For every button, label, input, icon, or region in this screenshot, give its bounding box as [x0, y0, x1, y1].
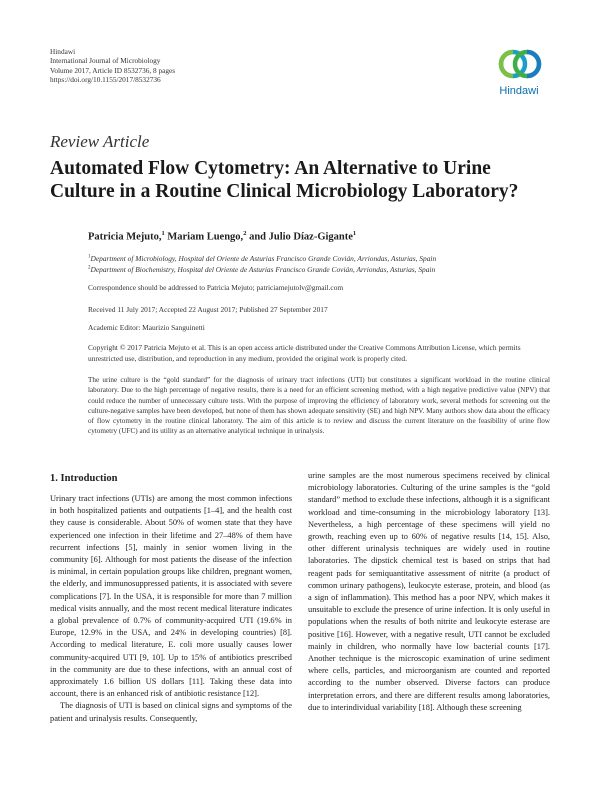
publisher-name: Hindawi [50, 47, 76, 56]
academic-editor: Academic Editor: Maurizio Sanguinetti [88, 323, 205, 332]
author-list [88, 230, 356, 243]
affiliation-mark: 1 [88, 254, 91, 260]
author-affil-mark: 2 [243, 230, 247, 237]
abstract: The urine culture is the “gold standard” for the diagnosis of urinary tract infections (UTI) but constitutes a significant workload in the routine clinical laboratory. Due to the high percentage of negative results, there is a need for an efficient screening method, with a high negative predictive value (NPV) that could reduce the number of unnecessary culture tests. With the purpose of improving the efficiency of laboratory work, several methods for screening out the culture-negative samples have been developed, but none of them has shown adequate sensitivity (SE) and high NPV. Many authors show data about the efficacy of flow cytometry in the routine clinical laboratory. The aim of this article is to review and discuss the current literature on the feasibility of urine flow cytometry (UFC) and its utility as an alternative analytical technique in urinalysis. [88, 376, 550, 436]
paragraph: The diagnosis of UTI is based on clinical signs and symptoms of the patient and urinalysis results. Consequently, [50, 701, 292, 723]
author-name[interactable]: and Julio Díaz-Gigante [246, 231, 353, 243]
journal-name: International Journal of Microbiology [50, 56, 161, 66]
section-heading: 1. Introduction [50, 473, 118, 484]
correspondence: Correspondence should be addressed to Patricia Mejuto; patriciamejutolv@gmail.com [88, 283, 344, 292]
dates: Received 11 July 2017; Accepted 22 August 2017; Published 27 September 2017 [88, 305, 328, 314]
left-column [50, 493, 292, 725]
affiliation-mark: 2 [88, 265, 91, 271]
affiliation [88, 265, 435, 274]
article-type: Review Article [50, 132, 150, 151]
journal-info [50, 47, 175, 85]
author-name[interactable]: Mariam Luengo, [164, 231, 244, 243]
paragraph: urine samples are the most numerous specimens received by clinical microbiology laboratories. Culturing of the urine samples is the “gold standard” method to exclude these infections, although it is a significant workload and time-consuming in the microbiology laboratory [13]. Nevertheless, a high percentage of these specimens will yield no growth, reaching even up to 60% of negative results [14, 15]. Also, other different urinalysis techniques are widely used in routine laboratories. The dipstick chemical test is based on strips that had reagent pads for semiquantitative assessment of nitrite (a product of common urinary pathogens), leukocyte esterase, protein, and blood (as a sign of inflammation). This method has a poor NPV, which makes it unsuitable to exclude the presence of urine infection. It is only useful in populations when the results of both nitrite and leukocyte esterase are positive [16]. However, with a negative result, UTI cannot be excluded mainly in children, who normally have low bacterial counts [17]. Another technique is the microscopic examination of urine sediment where cells, particles, and microorganism are counted and reported according to the number observed. Diverse factors can produce interpretation errors, and there are different results among laboratories, due to interindividual variability [18]. Although these screening [308, 471, 550, 712]
right-column [308, 470, 550, 714]
author-affil-mark: 1 [161, 230, 165, 237]
affiliation-text: Department of Biochemistry, Hospital del Oriente de Asturias Francisco Grande Covián, Arriondas, Asturias, Spain [90, 265, 436, 274]
logo-text: Hindawi [499, 85, 539, 97]
affiliation-text: Department of Microbiology, Hospital del Oriente de Asturias Francisco Grande Covián, Arriondas, Asturias, Spain [90, 254, 437, 263]
author-affil-mark: 1 [352, 230, 357, 237]
logo-mark-icon [496, 43, 544, 85]
paragraph: Urinary tract infections (UTIs) are among the most common infections in both hospitalized patients and outpatients [1–4], and the health cost they cause is considerable. About 50% of women state that they have experienced one infection in their lifetime and 27–48% of them have recurrent infections [5], mainly in senior women living in the community [6]. Although for most patients the disease of the infection is minimal, in certain population groups like children, pregnant women, the elderly, and immunosuppressed patients, it is associated with severe complications [7]. In the USA, it is responsible for more than 7 million medical visits annually, and the most recent medical literature indicates a global prevalence of 0.7% of community-acquired UTI (19.6% in Europe, 12.9% in the USA, and 24% in developing countries) [8]. According to medical literature, E. coli more usually causes lower community-acquired UTI [9, 10]. Up to 15% of antibiotics prescribed in the community are due to these infections, with an annual cost of approximately 1.6 billion US dollars [11]. Taking these data into account, there is an enhanced risk of antibiotic resistance [12]. [50, 494, 292, 699]
paper-title: Automated Flow Cytometry: An Alternative to Urine Culture in a Routine Clinical Microbiology Laboratory? [50, 158, 519, 202]
affiliation [88, 254, 436, 263]
volume-info: Volume 2017, Article ID 8532736, 8 pages [50, 65, 176, 75]
doi-link[interactable]: https://doi.org/10.1155/2017/8532736 [50, 75, 161, 85]
copyright-notice: Copyright © 2017 Patricia Mejuto et al. This is an open access article distributed under the Creative Commons Attribution License, which permits unrestricted use, distribution, and reproduction in any medium, provided the original work is properly cited. [88, 343, 521, 363]
hindawi-logo [488, 43, 554, 97]
author-name[interactable]: Patricia Mejuto, [88, 231, 162, 243]
